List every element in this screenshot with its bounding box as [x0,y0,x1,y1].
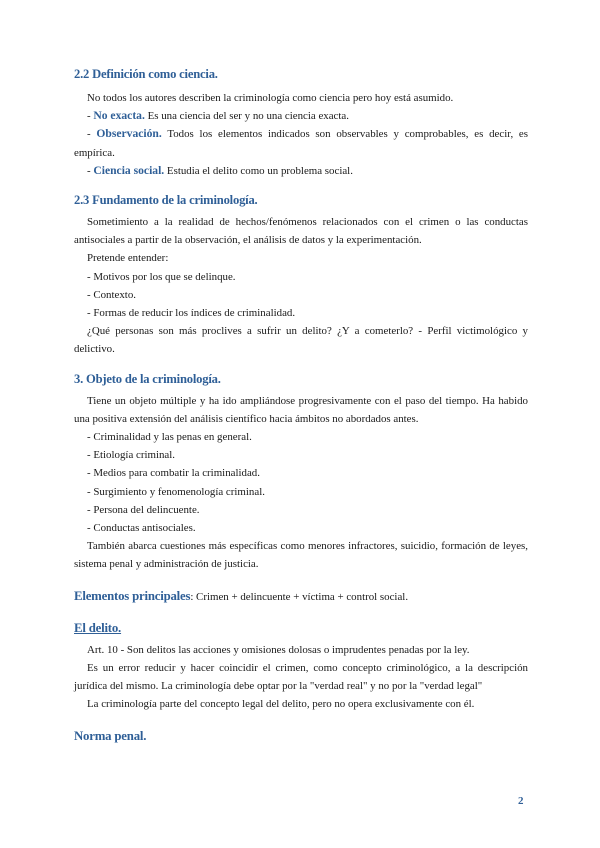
definicion-item-no-exacta [74,107,528,125]
fundamento-list-item: - Contexto. [87,288,137,301]
elementos-label: Elementos principales [74,588,191,603]
item-text: Estudia el delito como un problema social. [164,164,353,177]
heading-delito: El delito. [74,620,122,635]
term-observacion: Observación. [96,127,162,141]
item-text: Todos los elementos indicados son observables y comprobables, es decir, es empírica. [74,128,528,159]
page-content [74,66,528,745]
elementos-text: : Crimen + delincuente + víctima + control social. [190,590,409,603]
fundamento-question: ¿Qué personas son más proclives a sufrir un delito? ¿Y a cometerlo? - Perfil victimológico y delictivo. [74,325,528,356]
definicion-item-ciencia-social [74,162,528,180]
objeto-list-item: - Conductas antisociales. [87,522,196,535]
objeto-list-item: - Medios para combatir la criminalidad. [87,467,260,480]
term-no-exacta: No exacta. [93,109,145,123]
delito-article: Art. 10 - Son delitos las acciones y omisiones dolosas o imprudentes penadas por la ley. [87,643,470,656]
item-prefix: - [87,128,97,141]
fundamento-lead: Pretende entender: [87,252,169,265]
heading-objeto: 3. Objeto de la criminología. [74,371,221,386]
heading-fundamento: 2.3 Fundamento de la criminología. [74,193,258,208]
fundamento-list-item: - Motivos por los que se delinque. [87,270,236,283]
delito-paragraph: Es un error reducir y hacer coincidir el crimen, como concepto criminológico, a la descripción jurídica del mismo. La criminología debe optar por la "verdad real" y no por la "verdad legal" [74,662,528,693]
page-number: 2 [518,795,524,807]
fundamento-paragraph: Sometimiento a la realidad de hechos/fenómenos relacionados con el crimen o las conductas antisociales a partir de la observación, el análisis de datos y la experimentación. [74,216,528,247]
objeto-list-item: - Persona del delincuente. [87,503,200,516]
delito-closing: La criminología parte del concepto legal del delito, pero no opera exclusivamente con él. [87,698,475,711]
item-text: Es una ciencia del ser y no una ciencia exacta. [144,110,349,123]
definicion-item-observacion [74,125,528,161]
item-prefix: - [87,164,94,177]
objeto-paragraph: Tiene un objeto múltiple y ha ido ampliándose progresivamente con el paso del tiempo. Ha habido una positiva extensión del análisis científico hacia ámbitos no abordados antes. [74,394,528,425]
term-ciencia-social: Ciencia social. [93,163,165,177]
heading-norma-penal: Norma penal. [74,728,147,743]
objeto-list-item: - Surgimiento y fenomenología criminal. [87,485,265,498]
objeto-closing: También abarca cuestiones más específicas como menores infractores, suicidio, formación de leyes, sistema penal y administración de justicia. [74,540,528,571]
fundamento-list-item: - Formas de reducir los índices de criminalidad. [87,307,296,320]
heading-definicion: 2.2 Definición como ciencia. [74,67,218,81]
item-prefix: - [87,110,94,123]
elementos-principales [74,588,528,606]
objeto-list-item: - Criminalidad y las penas en general. [87,431,252,444]
definicion-intro: No todos los autores describen la criminología como ciencia pero hoy está asumido. [87,92,454,104]
objeto-list-item: - Etiología criminal. [87,449,176,462]
